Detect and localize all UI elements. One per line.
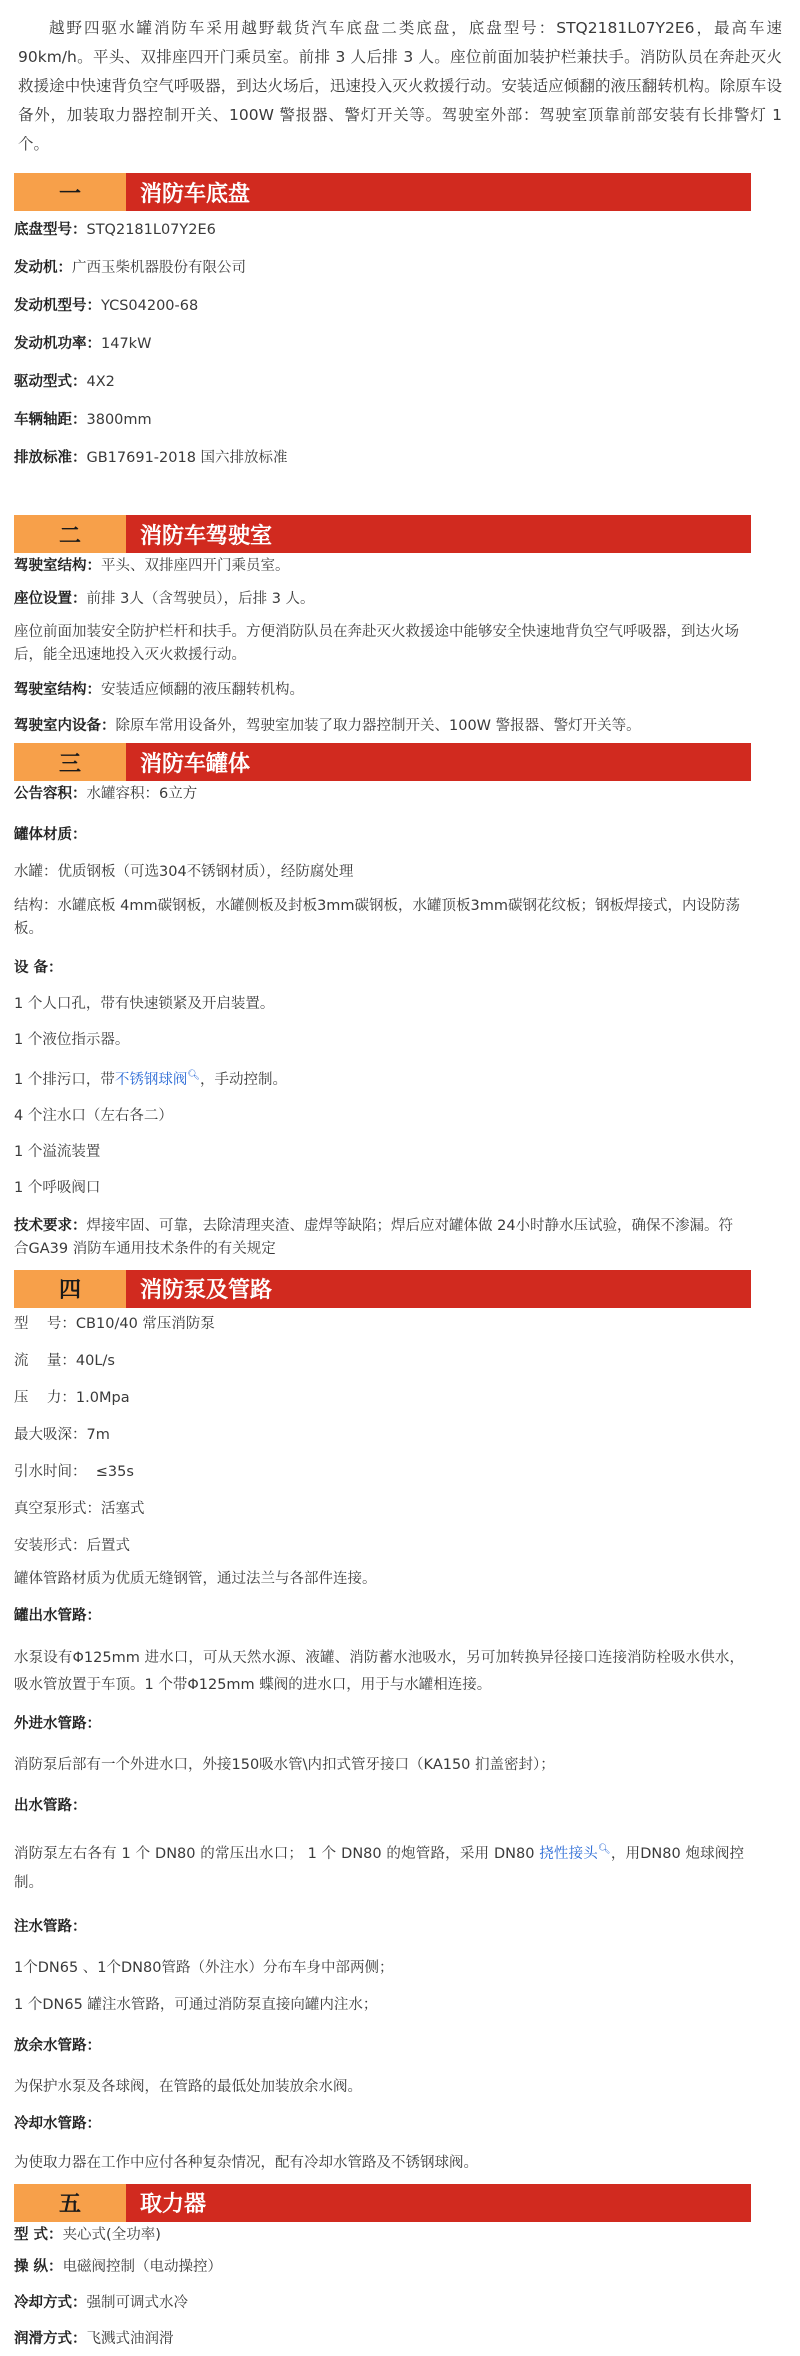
section-title: 消防车罐体 — [126, 743, 751, 781]
spec-row: 型 式：夹心式(全功率) — [14, 2226, 161, 2243]
spec-row: 操 纵：电磁阀控制（电动操控） — [14, 2258, 223, 2275]
section-header-pump — [14, 1270, 751, 1308]
flexible-joint-link[interactable]: 挠性接头 — [539, 1845, 598, 1862]
pump-spec: 罐体管路材质为优质无缝钢管，通过法兰与各部件连接。 — [14, 1570, 377, 1587]
spec-row: 润滑方式：飞溅式油润滑 — [14, 2330, 174, 2347]
section-number: 一 — [14, 173, 126, 211]
section-header-chassis — [14, 173, 751, 211]
cab-specs — [14, 553, 744, 743]
section-number: 三 — [14, 743, 126, 781]
tank-specs — [14, 781, 744, 1266]
section-number: 二 — [14, 515, 126, 553]
discharge-heading: 出水管路： — [14, 1797, 87, 1814]
pump-spec: 真空泵形式：活塞式 — [14, 1500, 145, 1517]
discharge-paragraph: 消防泵左右各有 1 个 DN80 的常压出水口； 1 个 DN80 的炮管路，采用 DN80 挠性接头🔍︎，用DN80 炮球阀控制。 — [14, 1843, 745, 1891]
spec-row: 驾驶室结构：平头、双排座四开门乘员室。 — [14, 558, 290, 574]
spec-row: 车辆轴距：3800mm — [14, 412, 152, 428]
equipment-row: 1 个溢流装置 — [14, 1143, 101, 1160]
spec-row: 发动机功率：147kW — [14, 336, 152, 352]
section-title: 消防泵及管路 — [126, 1270, 751, 1308]
equipment-row: 1 个呼吸阀口 — [14, 1179, 101, 1196]
section-title: 消防车底盘 — [126, 173, 751, 211]
cooling-row: 为使取力器在工作中应付各种复杂情况，配有冷却水管路及不锈钢球阀。 — [14, 2154, 478, 2171]
search-icon[interactable]: 🔍︎ — [597, 1843, 611, 1855]
spec-row: 驾驶室结构：安装适应倾翻的液压翻转机构。 — [14, 682, 304, 698]
pump-spec: 安装形式：后置式 — [14, 1537, 130, 1554]
fill-row: 1 个DN65 罐注水管路，可通过消防泵直接向罐内注水； — [14, 1996, 378, 2013]
section-header-tank — [14, 743, 751, 781]
stainless-ball-valve-link[interactable]: 不锈钢球阀 — [114, 1071, 188, 1088]
pump-specs — [14, 1308, 744, 2180]
pump-spec: 引水时间： ≤35s — [14, 1463, 134, 1480]
spec-row: 排放标准：GB17691-2018 国六排放标准 — [14, 450, 288, 466]
chassis-specs — [14, 213, 744, 475]
spec-row: 底盘型号：STQ2181L07Y2E6 — [14, 222, 216, 238]
section-title: 取力器 — [126, 2184, 751, 2222]
intro-paragraph: 越野四驱水罐消防车采用越野载货汽车底盘二类底盘，底盘型号：STQ2181L07Y2E6，最高车速90km/h。平头、双排座四开门乘员室。前排 3 人后排 3 人。座位前面加装护栏兼扶手。消防队员在奔赴灭火救援途中快速背负空气呼吸器，到达火场后，迅速投入灭火救援行动。安装适应倾翻的液压翻转机构。除原车设备外，加装取力器控制开关、100W 警报器、警灯开关等。驾驶室外部：驾驶室顶靠前部安装有长排警灯 1 个。 — [18, 19, 782, 153]
pto-specs — [14, 2222, 744, 2356]
external-inlet-paragraph: 消防泵后部有一个外进水口，外接150吸水管\内扣式管牙接口（KA150 扪盖密封）； — [14, 1756, 555, 1773]
spec-row: 座位设置：前排 3人（含驾驶员），后排 3 人。 — [14, 591, 315, 607]
equipment-heading: 设 备： — [14, 960, 63, 976]
outlet-heading: 罐出水管路： — [14, 1607, 101, 1624]
cab-paragraph: 座位前面加装安全防护栏杆和扶手。方便消防队员在奔赴灭火救援途中能够安全快速地背负空气呼吸器，到达火场后，能全迅速地投入灭火救援行动。 — [14, 624, 739, 663]
search-icon[interactable]: 🔍︎ — [187, 1070, 201, 1081]
tech-requirements: 技术要求：焊接牢固、可靠，去除清理夹渣、虚焊等缺陷；焊后应对罐体做 24小时静水压试验，确保不渗漏。符合GA39 消防车通用技术条件的有关规定 — [14, 1217, 734, 1257]
equipment-row: 1 个液位指示器。 — [14, 1032, 130, 1048]
equipment-row: 1 个人口孔，带有快速锁紧及开启装置。 — [14, 996, 275, 1012]
cooling-heading: 冷却水管路： — [14, 2115, 101, 2132]
pump-spec: 流 量：40L/s — [14, 1352, 115, 1369]
pump-spec: 压 力：1.0Mpa — [14, 1389, 130, 1406]
section-title: 消防车驾驶室 — [126, 515, 751, 553]
drain-heading: 放余水管路： — [14, 2037, 101, 2054]
material-heading: 罐体材质： — [14, 827, 87, 843]
equipment-row: 1 个排污口，带不锈钢球阀🔍︎，手动控制。 — [14, 1070, 288, 1088]
section-number: 四 — [14, 1270, 126, 1308]
spec-row: 发动机：广西玉柴机器股份有限公司 — [14, 260, 246, 276]
section-header-cab — [14, 515, 751, 553]
drain-row: 为保护水泵及各球阀，在管路的最低处加装放余水阀。 — [14, 2078, 362, 2095]
pump-spec: 型 号：CB10/40 常压消防泵 — [14, 1315, 215, 1332]
material-row: 结构：水罐底板 4mm碳钢板，水罐侧板及封板3mm碳钢板，水罐顶板3mm碳钢花纹板；钢板焊接式，内设防荡板。 — [14, 898, 741, 937]
document-page — [0, 14, 800, 2347]
outlet-paragraph: 水泵设有Φ125mm 进水口，可从天然水源、液罐、消防蓄水池吸水，另可加转换异径接口连接消防栓吸水供水，吸水管放置于车顶。1 个带Φ125mm 蝶阀的进水口，用于与水罐相连接。 — [14, 1649, 744, 1693]
equipment-row: 4 个注水口（左右各二） — [14, 1107, 173, 1124]
spec-row: 驾驶室内设备：除原车常用设备外，驾驶室加装了取力器控制开关、100W 警报器、警灯开关等。 — [14, 718, 641, 734]
spec-row: 公告容积：水罐容积：6立方 — [14, 786, 198, 802]
pump-spec: 最大吸深：7m — [14, 1426, 110, 1443]
fill-heading: 注水管路： — [14, 1918, 87, 1935]
material-row: 水罐：优质钢板（可选304不锈钢材质），经防腐处理 — [14, 864, 354, 880]
external-inlet-heading: 外进水管路： — [14, 1715, 101, 1732]
spec-row: 驱动型式：4X2 — [14, 374, 115, 390]
spec-row: 冷却方式：强制可调式水冷 — [14, 2294, 188, 2311]
section-header-pto — [14, 2184, 751, 2222]
fill-row: 1个DN65 、1个DN80管路（外注水）分布车身中部两侧； — [14, 1959, 394, 1976]
spec-row: 发动机型号：YCS04200-68 — [14, 298, 199, 314]
section-number: 五 — [14, 2184, 126, 2222]
